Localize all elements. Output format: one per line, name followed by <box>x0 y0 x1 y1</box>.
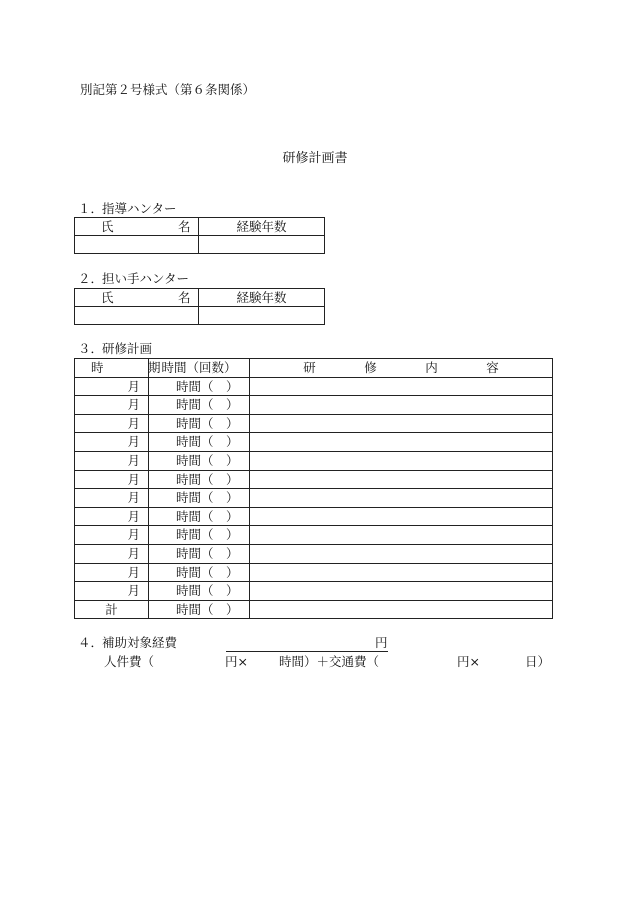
section2-label: 担い手ハンター <box>102 271 190 286</box>
instructor-experience-field[interactable] <box>199 236 325 254</box>
month-cell[interactable]: 月 <box>75 489 149 508</box>
content-cell[interactable] <box>250 470 553 489</box>
period-header: 時 期 <box>75 359 149 378</box>
content-cell[interactable] <box>250 582 553 601</box>
subsidy-yen-label: 円 <box>375 635 388 650</box>
hours-cell[interactable]: 時間（ ） <box>149 396 250 415</box>
experience-years-header: 経験年数 <box>199 218 325 236</box>
month-cell[interactable]: 月 <box>75 433 149 452</box>
form-number: 別記第２号様式（第６条関係） <box>80 82 256 97</box>
content-cell[interactable] <box>250 377 553 396</box>
content-header: 研 修 内 容 <box>250 359 553 378</box>
section3-label: 研修計画 <box>102 341 153 356</box>
content-cell[interactable] <box>250 414 553 433</box>
labor-cost-label: 人件費（ <box>104 654 155 669</box>
hours-transport-label: 時間）＋交通費（ <box>279 654 380 669</box>
total-hours-cell[interactable]: 時間（ ） <box>149 600 250 619</box>
plan-row <box>75 544 553 563</box>
name-header: 氏 名 <box>75 289 199 307</box>
section3-heading <box>78 343 152 356</box>
section2-number: ２． <box>78 271 104 286</box>
section1-heading <box>78 203 177 216</box>
experience-years-header: 経験年数 <box>199 289 325 307</box>
total-label: 計 <box>75 600 149 619</box>
hours-cell[interactable]: 時間（ ） <box>149 470 250 489</box>
hours-header: 時間（回数） <box>149 359 250 378</box>
name-header: 氏 名 <box>75 218 199 236</box>
content-cell[interactable] <box>250 563 553 582</box>
month-cell[interactable]: 月 <box>75 526 149 545</box>
content-cell[interactable] <box>250 489 553 508</box>
plan-row <box>75 396 553 415</box>
hours-cell[interactable]: 時間（ ） <box>149 563 250 582</box>
month-cell[interactable]: 月 <box>75 582 149 601</box>
plan-row <box>75 526 553 545</box>
section3-number: ３． <box>78 341 104 356</box>
section1-label: 指導ハンター <box>102 201 177 216</box>
instructor-name-field[interactable] <box>75 236 199 254</box>
month-cell[interactable]: 月 <box>75 396 149 415</box>
hours-cell[interactable]: 時間（ ） <box>149 582 250 601</box>
content-cell[interactable] <box>250 396 553 415</box>
subsidy-amount-field[interactable] <box>226 651 388 652</box>
content-cell[interactable] <box>250 433 553 452</box>
hours-cell[interactable]: 時間（ ） <box>149 526 250 545</box>
section1-number: １． <box>78 201 104 216</box>
plan-row <box>75 582 553 601</box>
hours-cell[interactable]: 時間（ ） <box>149 507 250 526</box>
content-cell[interactable] <box>250 507 553 526</box>
month-cell[interactable]: 月 <box>75 563 149 582</box>
total-row <box>75 600 553 619</box>
section4-number: ４． <box>78 635 104 650</box>
hours-cell[interactable]: 時間（ ） <box>149 451 250 470</box>
plan-row <box>75 507 553 526</box>
month-cell[interactable]: 月 <box>75 507 149 526</box>
section4-label: 補助対象経費 <box>102 635 178 650</box>
hours-cell[interactable]: 時間（ ） <box>149 433 250 452</box>
content-cell[interactable] <box>250 526 553 545</box>
transport-yen-times: 円× <box>457 654 480 669</box>
trainee-experience-field[interactable] <box>199 307 325 325</box>
section4-heading <box>78 637 177 650</box>
trainee-hunter-table <box>74 288 325 325</box>
plan-row <box>75 377 553 396</box>
hours-cell[interactable]: 時間（ ） <box>149 489 250 508</box>
content-cell[interactable] <box>250 451 553 470</box>
hours-cell[interactable]: 時間（ ） <box>149 377 250 396</box>
hours-cell[interactable]: 時間（ ） <box>149 414 250 433</box>
plan-row <box>75 433 553 452</box>
total-content-cell[interactable] <box>250 600 553 619</box>
document-title: 研修計画書 <box>282 151 348 166</box>
days-close-label: 日） <box>525 654 551 669</box>
plan-row <box>75 451 553 470</box>
plan-row <box>75 563 553 582</box>
section2-heading <box>78 273 189 286</box>
month-cell[interactable]: 月 <box>75 544 149 563</box>
instructor-hunter-table <box>74 217 325 254</box>
plan-row <box>75 414 553 433</box>
month-cell[interactable]: 月 <box>75 377 149 396</box>
labor-yen-times: 円× <box>225 654 248 669</box>
month-cell[interactable]: 月 <box>75 470 149 489</box>
plan-row <box>75 489 553 508</box>
hours-cell[interactable]: 時間（ ） <box>149 544 250 563</box>
training-plan-table <box>74 358 553 619</box>
month-cell[interactable]: 月 <box>75 414 149 433</box>
month-cell[interactable]: 月 <box>75 451 149 470</box>
content-cell[interactable] <box>250 544 553 563</box>
plan-row <box>75 470 553 489</box>
trainee-name-field[interactable] <box>75 307 199 325</box>
